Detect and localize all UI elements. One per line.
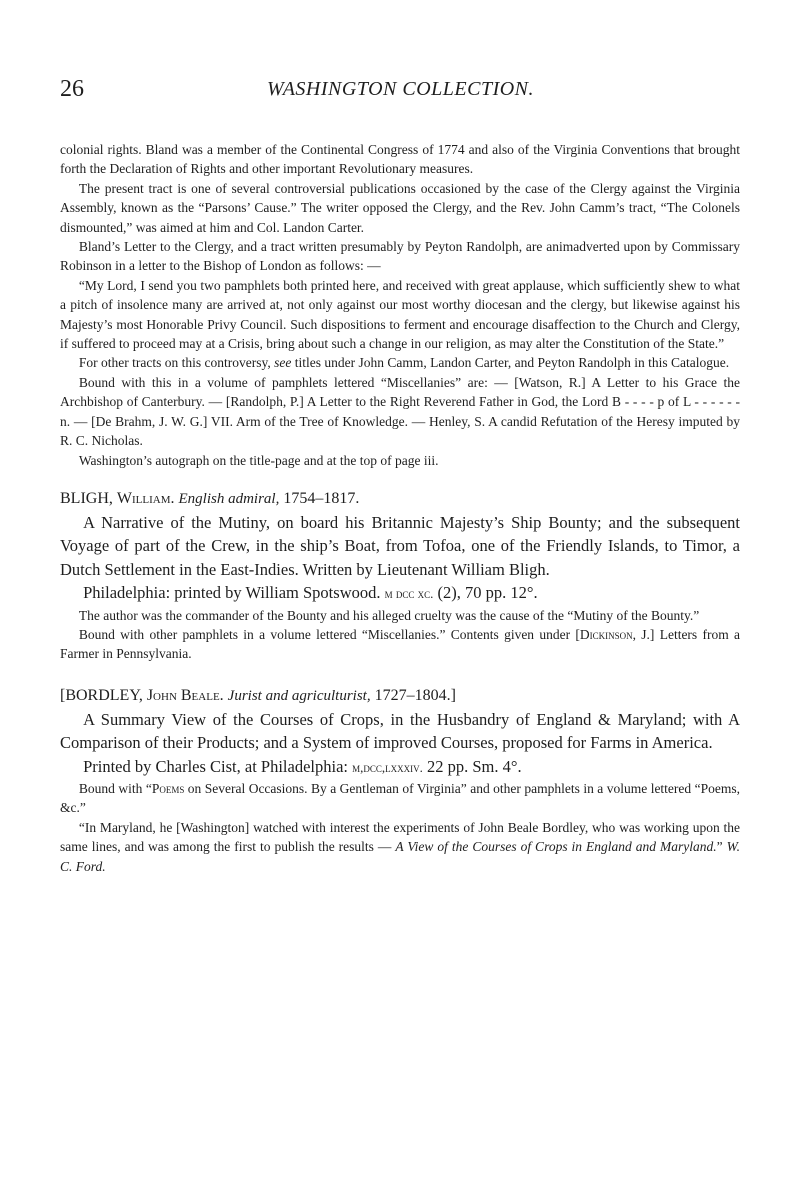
running-title: WASHINGTON COLLECTION. — [266, 78, 535, 100]
cross-reference-title: Poems — [151, 780, 185, 796]
page-body — [60, 140, 740, 876]
entry-surname: [BORDLEY, — [60, 686, 143, 704]
entry-dates: 1727–1804.] — [374, 686, 456, 704]
text-run: ” — [716, 839, 723, 855]
text-run: on Several Occasions. By a Gentleman of Virginia” and other pamphlets in a volume lettered “Poems, &c.” — [60, 780, 740, 816]
text-run: titles under John Camm, Landon Carter, and Peyton Randolph in this Catalogue. — [291, 355, 730, 371]
imprint-publisher: Printed by Charles Cist, at Philadelphia: — [83, 756, 348, 776]
entry-imprint — [60, 755, 740, 779]
imprint-publisher: Philadelphia: printed by William Spotswood. — [83, 583, 381, 603]
catalogue-entry-bordley — [60, 684, 740, 876]
text-run: “In Maryland, he [Washington] watched with interest the experiments of John Beale Bordley, who was working upon the same lines, and was among the first to publish the results — — [60, 819, 740, 855]
imprint-collation: 22 pp. Sm. 4°. — [427, 756, 522, 776]
text-run: For other tracts on this controversy, — [78, 355, 275, 371]
entry-title: A Summary View of the Courses of Crops, in the Husbandry of England & Maryland; with A Comparison of their Products; and a System of improved Courses, proposed for Farms in America. — [60, 709, 740, 753]
entry-surname: BLIGH, — [60, 489, 113, 507]
entry-title-block — [60, 708, 740, 779]
catalogue-entry-bligh — [60, 487, 740, 664]
text-run: Bound with “ — [78, 780, 152, 796]
imprint-year: m,dcc,lxxxiv. — [352, 759, 423, 775]
intro-paragraph: Bland’s Letter to the Clergy, and a tract written presumably by Peyton Randolph, are animadverted upon by Commissary Robinson in a letter to the Bishop of London as follows: — — [60, 239, 740, 274]
entry-role: English admiral, — [178, 490, 280, 507]
imprint-collation: (2), 70 pp. 12°. — [437, 583, 538, 603]
text-run: , J.] Letters from a Farmer in Pennsylvania. — [60, 626, 740, 662]
entry-note — [60, 625, 740, 664]
entry-forename: John Beale. — [146, 686, 224, 704]
entry-note — [60, 779, 740, 818]
intro-paragraph — [60, 353, 740, 372]
quote-attribution: W. C. Ford. — [60, 839, 741, 874]
entry-title-block — [60, 511, 740, 606]
entry-note — [60, 818, 740, 876]
entry-heading — [60, 487, 740, 511]
entry-heading — [60, 684, 740, 708]
page-number: 26 — [60, 76, 84, 102]
entry-dates: 1754–1817. — [283, 489, 360, 507]
intro-paragraph: Washington’s autograph on the title-page and at the top of page iii. — [78, 452, 439, 468]
quoted-title: A View of the Courses of Crops in England and Maryland. — [395, 839, 717, 855]
see-reference: see — [274, 355, 292, 371]
entry-role: Jurist and agriculturist, — [227, 687, 371, 704]
entry-note: The author was the commander of the Bounty and his alleged cruelty was the cause of the “Mutiny of the Bounty.” — [78, 607, 700, 623]
imprint-year: m dcc xc. — [384, 586, 434, 602]
quotation-paragraph: “My Lord, I send you two pamphlets both printed here, and received with great applause, which sufficiently shew to what a pitch of insolence many are arrived at, not only against our most worthy diocesan and the clergy, but likewise against his Majesty’s most Honorable Privy Council. Such dispositions to ferment and encourage disaffection to the Church and Clergy, if suffered to proceed may at a Crisis, bring about such a change in our religion, as may alter the Constitution of the State.” — [60, 277, 740, 352]
entry-title: A Narrative of the Mutiny, on board his Britannic Majesty’s Ship Bounty; and the subsequent Voyage of part of the Crew, in the ship’s Boat, from Tofoa, one of the Friendly Islands, to Timor, a Dutch Settlement in the East-Indies. Written by Lieutenant William Bligh. — [60, 512, 740, 579]
intro-paragraph: colonial rights. Bland was a member of the Continental Congress of 1774 and also of the Virginia Conventions that brought forth the Declaration of Rights and other important Revolutionary measures. — [60, 142, 740, 177]
intro-paragraph: The present tract is one of several controversial publications occasioned by the case of the Clergy against the Virginia Assembly, known as the “Parsons’ Cause.” The writer opposed the Clergy, and the Rev. John Camm’s tract, “The Colonels dismounted,” was aimed at him and Col. Landon Carter. — [60, 180, 740, 235]
cross-reference-name: Dickinson — [579, 626, 633, 642]
entry-forename: William. — [116, 489, 175, 507]
text-run: Bound with other pamphlets in a volume lettered “Miscellanies.” Contents given under [ — [78, 626, 580, 642]
page-header — [60, 76, 741, 106]
intro-paragraph: Bound with this in a volume of pamphlets lettered “Miscellanies” are: — [Watson, R.] A Letter to his Grace the Archbishop of Canterbury. — [Randolph, P.] A Letter to the Right Reverend Father in God, the Lord B - - - - p of L - - - - - - n. — [De Brahm, J. W. G.] VII. Arm of the Tree of Knowledge. — Henley, S. A candid Refutation of the Heresy imputed by R. C. Nicholas. — [60, 374, 740, 449]
entry-imprint — [60, 581, 740, 605]
